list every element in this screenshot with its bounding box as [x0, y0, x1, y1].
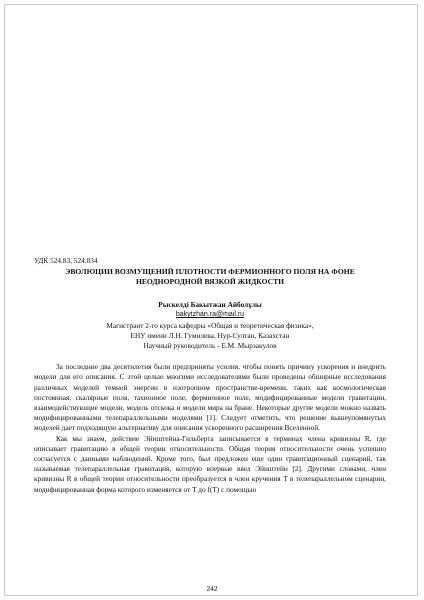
author-affiliation-2: ЕНУ имени Л.Н. Гумилева, Нур-Султан, Казахстан: [130, 330, 290, 340]
author-name: Рыскелді Бакытжан Айболұлы: [158, 300, 262, 310]
body-paragraph-1: За последние два десятилетия были предприняты усилия, чтобы понять причину ускорения и внедрить модели для его описания. С этой целью многими исследователями были проведены обширные исследования различных моделей темной энергии в изотропном пространстве-времени, таких как космологическая постоянная, скалярные поля, тахионное поле, фермионное поле, модифицированные модели гравитации, взаимодействующие модели, модель отскока и модели мира на бране. Некоторые другие модели можно назвать модифицированными телепараллельными моделями [1]. Следует отметить, что решение вышеупомянутых моделей дает подходящую альтернативу для описания ускоренного расширения Вселенной.: [34, 362, 386, 433]
supervisor-line: Научный руководитель - Е.М. Мырзакулов: [143, 341, 277, 351]
section-spacer: [34, 351, 386, 362]
udc-code: УДК 524.83, 524.834: [34, 256, 98, 265]
page-number: 242: [206, 584, 218, 593]
body-paragraph-2: Как мы знаем, действие Эйнштейна-Гильберта записывается в терминах члена кривизны R, где описывает гравитацию в общей теории относительности. Общая теория относительности очень успешно согласуется с данными наблюдений. Кроме того, был предложен еще один гравитационный сценарий, так называемая телепараллельная гравитация, которую впервые ввел Эйнштейн [2]. Другими словами, член кривизны R в общей теории относительности преобразуется в член кручения T в телепараллельном сценарии, модифицированная форма которого изменяется от T до f(T) с помощью: [34, 433, 386, 494]
author-email[interactable]: bakytzhan.ra@mail.ru: [175, 311, 245, 319]
paper-page: [34, 256, 386, 495]
author-affiliation-1: Магистрант 2-го курса кафедры «Общая и теоретическая физика»,: [106, 320, 314, 330]
paper-title: ЭВОЛЮЦИИ ВОЗМУЩЕНИЙ ПЛОТНОСТИ ФЕРМИОННОГО ПОЛЯ НА ФОНЕ НЕОДНОРОДНОЙ ВЯЗКОЙ ЖИДКОСТИ: [65, 267, 355, 287]
